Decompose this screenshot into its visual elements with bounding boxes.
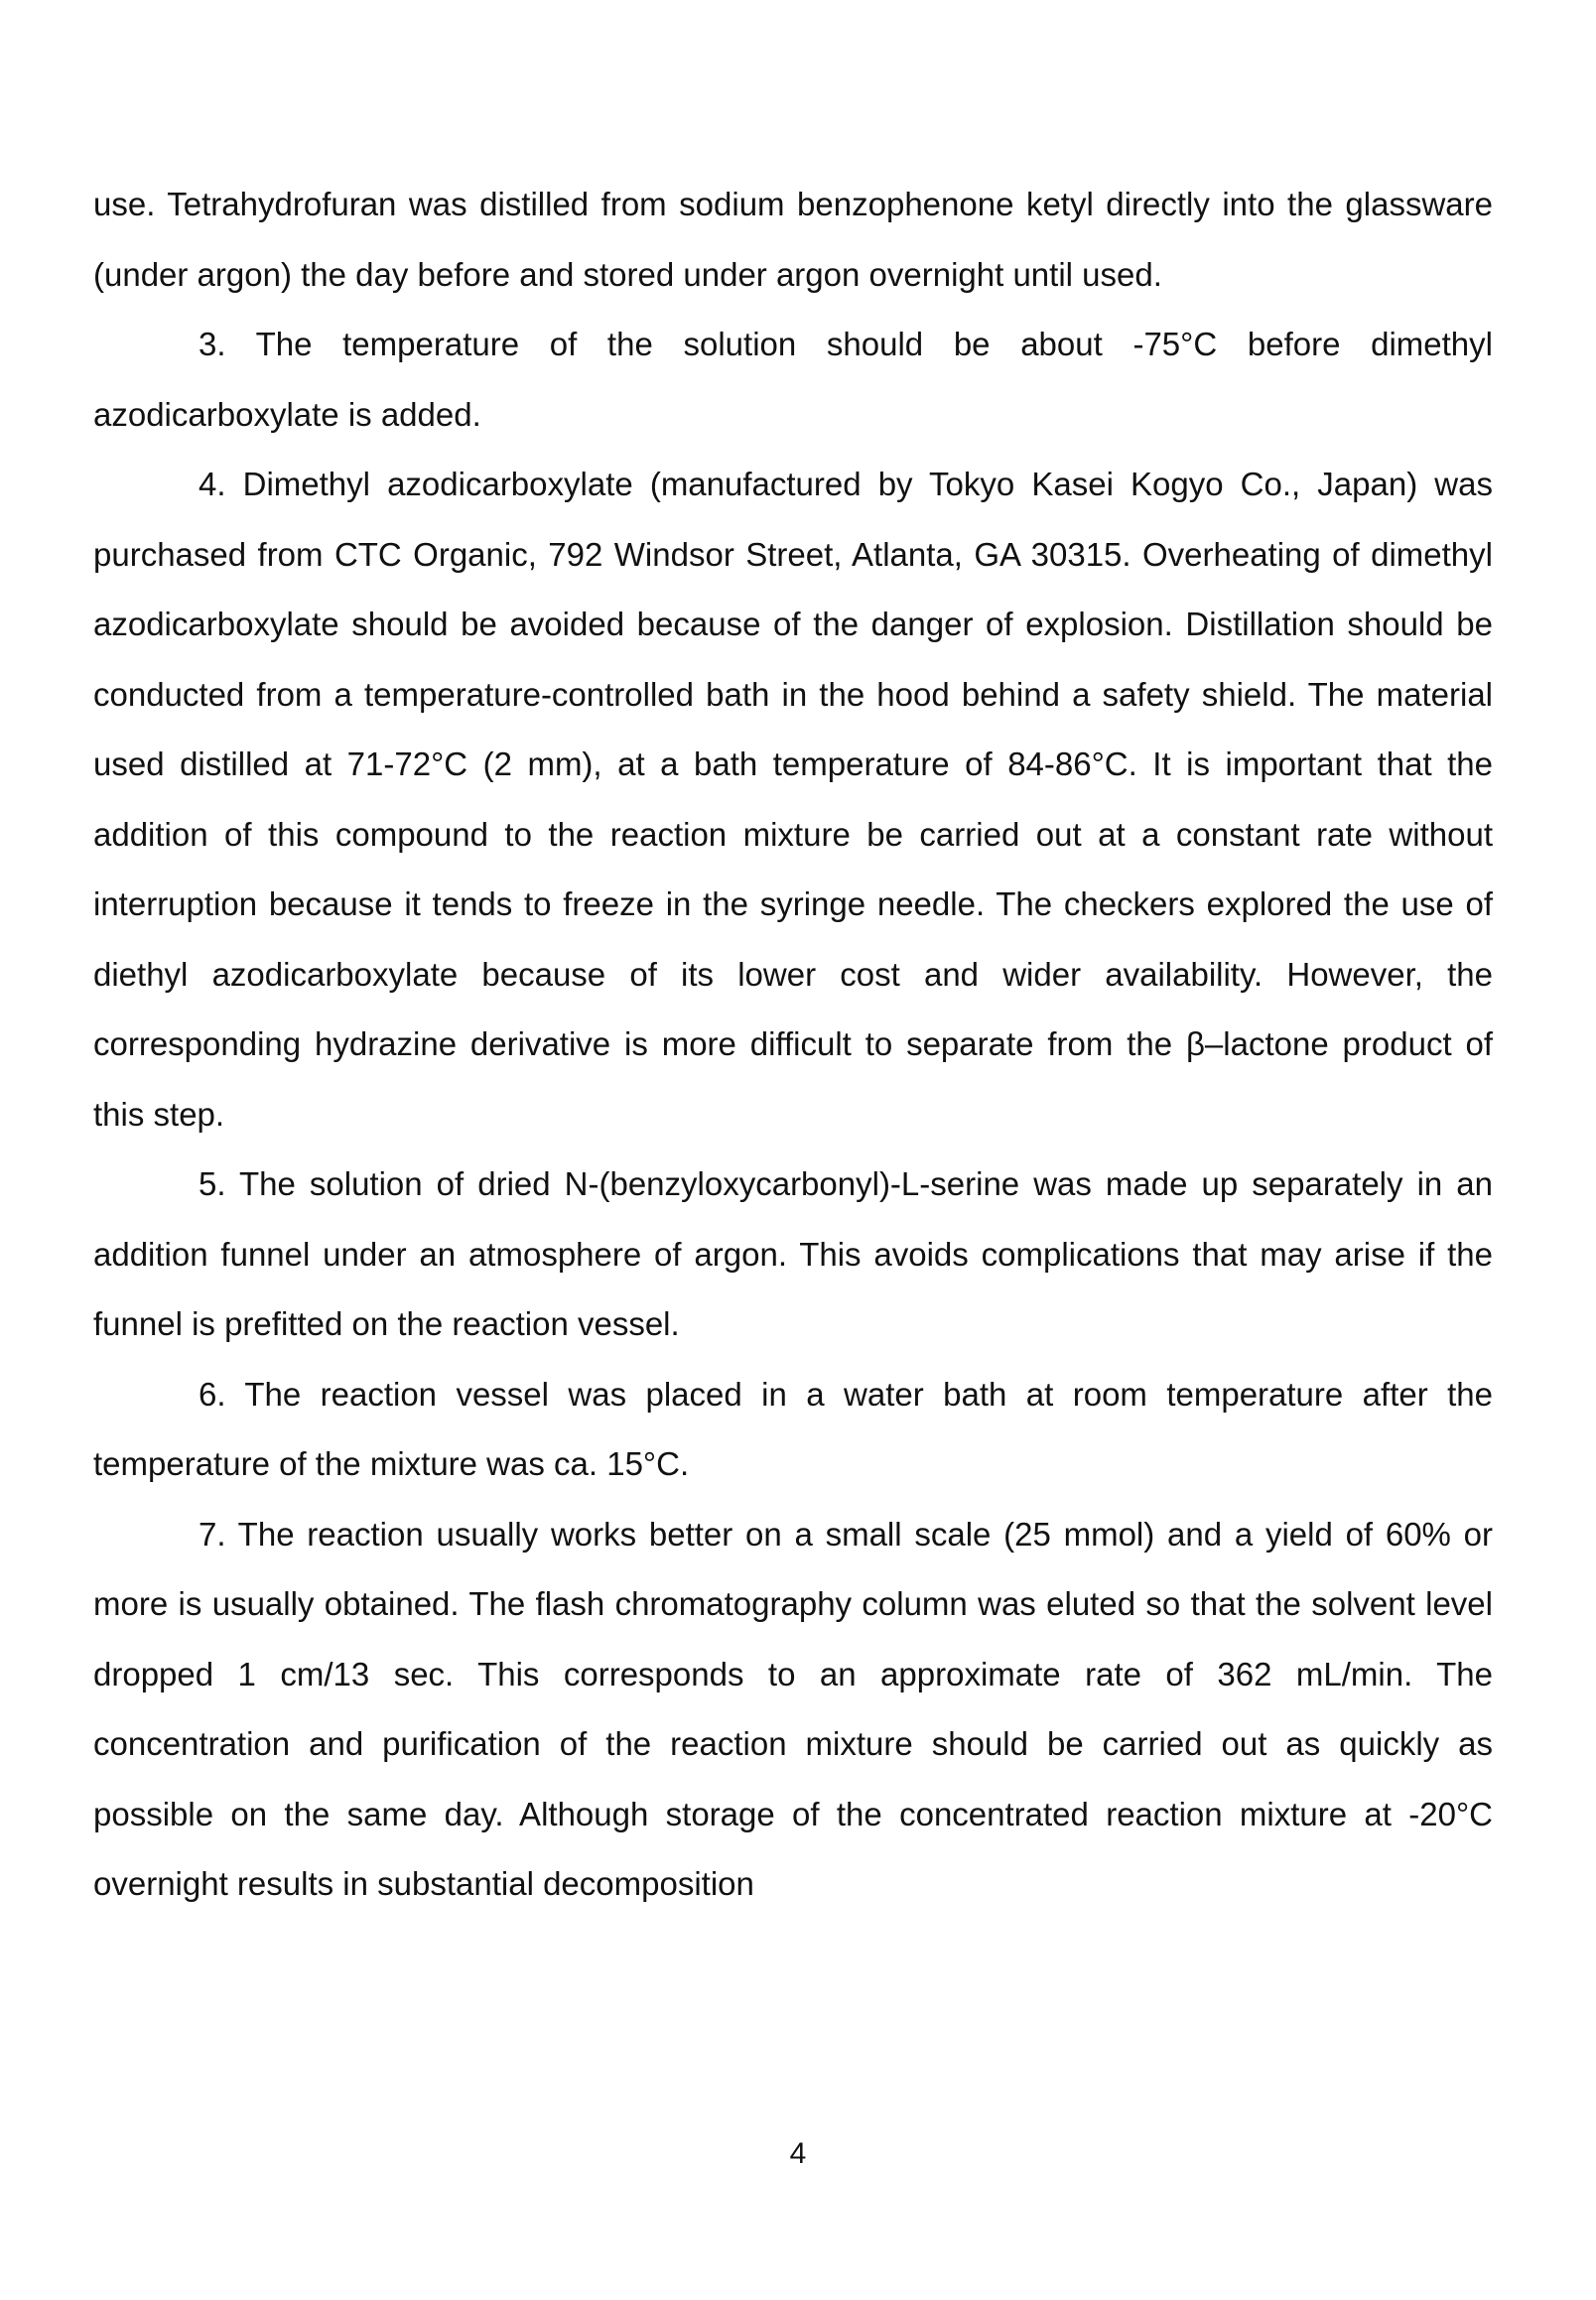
paragraph-note-4: 4. Dimethyl azodicarboxylate (manufactured by Tokyo Kasei Kogyo Co., Japan) was purchased from CTC Organic, 792 Windsor Street, Atlanta, GA 30315. Overheating of dimethyl azodicarboxylate should be avoided because of the danger of explosion. Distillation should be conducted from a temperature-controlled bath in the hood behind a safety shield. The material used distilled at 71-72°C (2 mm), at a bath temperature of 84-86°C. It is important that the addition of this compound to the reaction mixture be carried out at a constant rate without interruption because it tends to freeze in the syringe needle. The checkers explored the use of diethyl azodicarboxylate because of its lower cost and wider availability. However, the corresponding hydrazine derivative is more difficult to separate from the β–lactone product of this step. [93, 466, 1493, 1133]
page-number: 4 [789, 2137, 807, 2170]
paragraph-continuation: use. Tetrahydrofuran was distilled from sodium benzophenone ketyl directly into the glassware (under argon) the day before and stored under argon overnight until used. [93, 186, 1493, 293]
body-text [93, 170, 1493, 1920]
paragraph-note-5: 5. The solution of dried N-(benzyloxycarbonyl)-L-serine was made up separately in an addition funnel under an atmosphere of argon. This avoids complications that may arise if the funnel is prefitted on the reaction vessel. [93, 1165, 1493, 1342]
paragraph-note-3: 3. The temperature of the solution should be about -75°C before dimethyl azodicarboxylate is added. [93, 326, 1493, 433]
paragraph-note-6: 6. The reaction vessel was placed in a water bath at room temperature after the temperature of the mixture was ca. 15°C. [93, 1375, 1493, 1482]
paragraph-note-7: 7. The reaction usually works better on a small scale (25 mmol) and a yield of 60% or more is usually obtained. The flash chromatography column was eluted so that the solvent level dropped 1 cm/13 sec. This corresponds to an approximate rate of 362 mL/min. The concentration and purification of the reaction mixture should be carried out as quickly as possible on the same day. Although storage of the concentrated reaction mixture at -20°C overnight results in substantial decomposition [93, 1515, 1493, 1902]
